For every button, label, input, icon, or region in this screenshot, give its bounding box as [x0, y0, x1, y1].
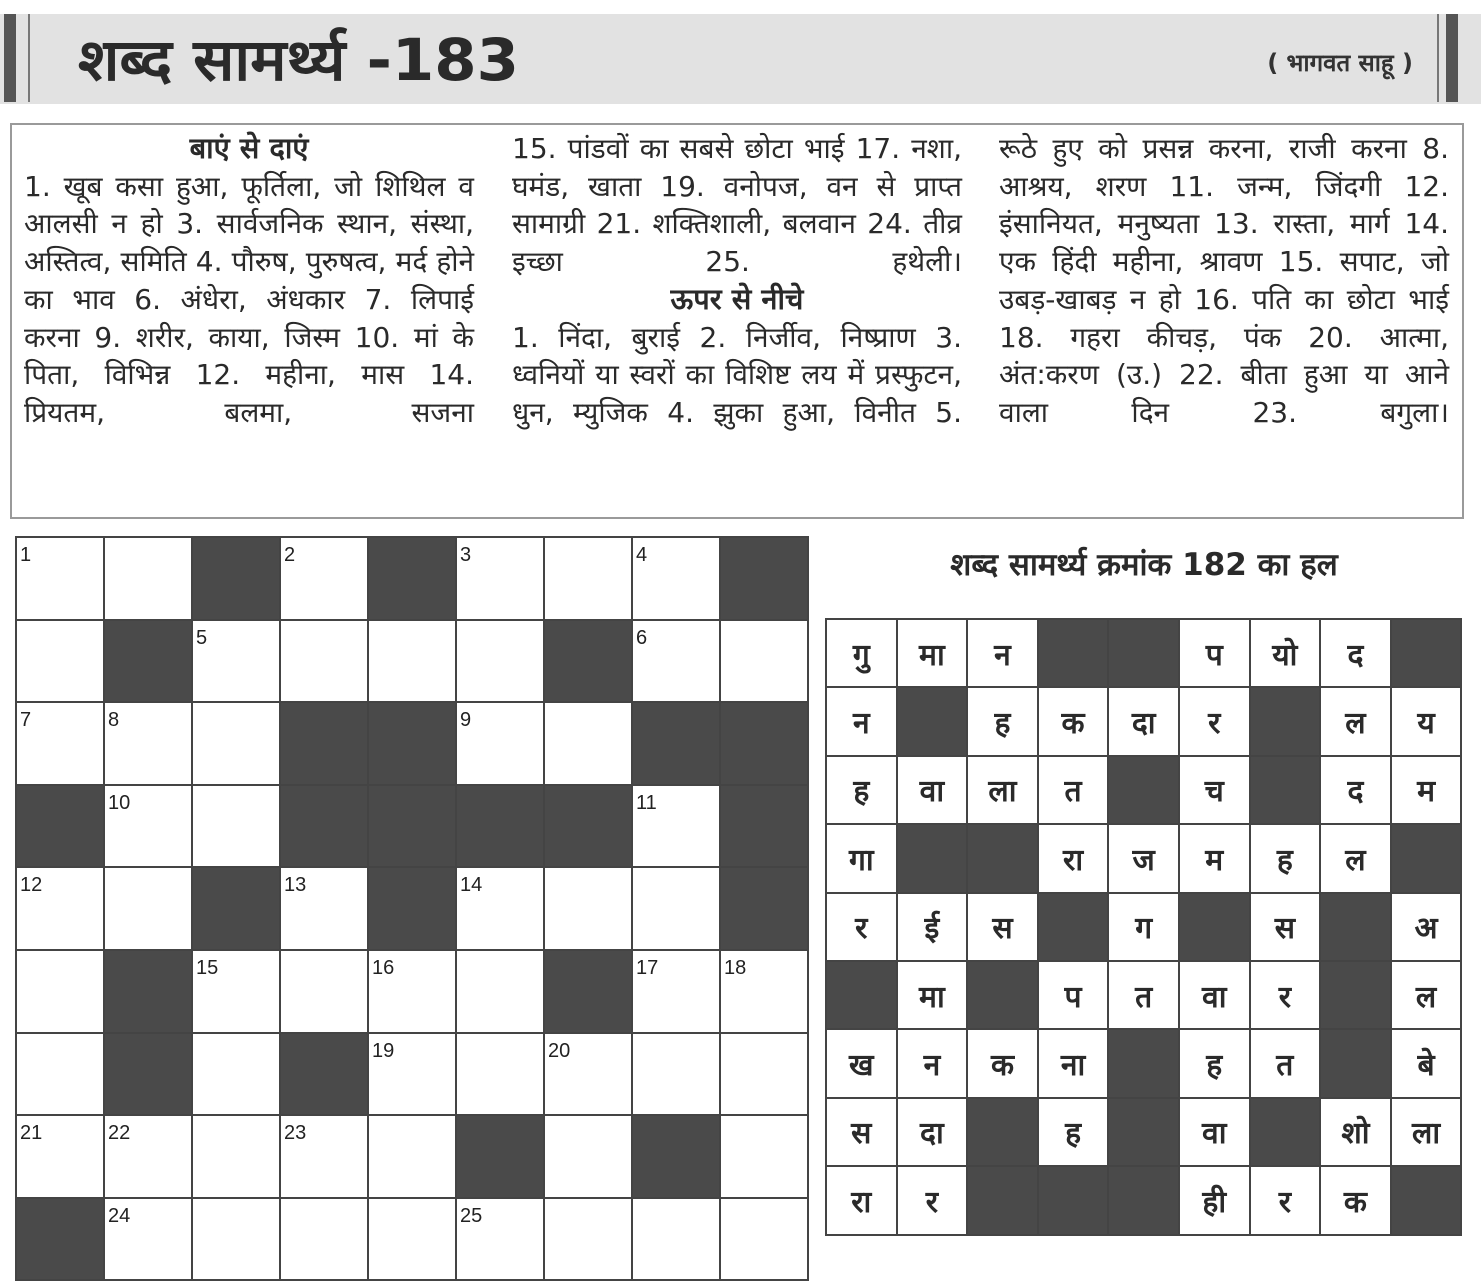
black-cell: [457, 786, 543, 867]
grid-cell[interactable]: [633, 538, 719, 619]
grid-cell[interactable]: [457, 538, 543, 619]
clue-number: 1: [20, 544, 32, 566]
solution-cell: ई: [898, 894, 967, 960]
grid-cell[interactable]: [633, 621, 719, 702]
grid-cell[interactable]: [193, 951, 279, 1032]
solution-black-cell: [898, 688, 967, 754]
grid-cell[interactable]: [457, 1199, 543, 1280]
solution-cell: र: [898, 1167, 967, 1233]
grid-cell[interactable]: [369, 621, 455, 702]
grid-cell[interactable]: [457, 868, 543, 949]
clue-number: 10: [108, 791, 131, 814]
clue-number: 13: [284, 874, 307, 897]
black-cell: [369, 538, 455, 619]
grid-cell[interactable]: [633, 786, 719, 867]
clue-number: 21: [20, 1122, 43, 1145]
grid-cell[interactable]: [105, 1116, 191, 1197]
grid-cell[interactable]: [193, 703, 279, 784]
grid-cell[interactable]: [193, 1034, 279, 1115]
down-clues-part2: रूठे हुए को प्रसन्न करना, राजी करना 8. आश्रय, शरण 11. जन्म, जिंदगी 12. इंसानियत, मनुष्यता 13. रास्ता, मार्ग 14. एक हिंदी महीना, श्रावण 15. सपाट, जो उबड़-खाबड़ न हो 16. पति का छोटा भाई 18. गहरा कीचड़, पंक 20. आत्मा, अंत:करण (उ.) 22. बीता हुआ या आने वाला दिन 23. बगुला।: [999, 132, 1449, 429]
solution-black-cell: [968, 825, 1037, 891]
grid-cell[interactable]: [105, 538, 191, 619]
page-title: शब्द सामर्थ्य -183: [78, 26, 520, 94]
grid-cell[interactable]: [105, 868, 191, 949]
grid-cell[interactable]: [721, 621, 807, 702]
black-cell: [721, 703, 807, 784]
grid-cell[interactable]: [721, 951, 807, 1032]
solution-cell: न: [827, 688, 896, 754]
solution-cell: गु: [827, 620, 896, 686]
black-cell: [633, 1116, 719, 1197]
grid-cell[interactable]: [545, 1199, 631, 1280]
black-cell: [281, 786, 367, 867]
grid-cell[interactable]: [545, 538, 631, 619]
solution-cell: मा: [898, 620, 967, 686]
across-heading: बाएं से दाएं: [189, 131, 309, 165]
black-cell: [105, 621, 191, 702]
black-cell: [17, 1199, 103, 1280]
black-cell: [545, 951, 631, 1032]
clue-number: 5: [196, 626, 208, 649]
solution-cell: स: [827, 1099, 896, 1165]
clue-number: 11: [636, 791, 657, 814]
crossword-grid: [15, 536, 809, 1281]
across-clues-part2: 15. पांडवों का सबसे छोटा भाई 17. नशा, घमंड, खाता 19. वनोपज, वन से प्राप्त सामाग्री 21. शक्तिशाली, बलवान 24. तीव्र इच्छा 25. हथेली।: [512, 132, 962, 279]
solution-black-cell: [1109, 1167, 1178, 1233]
solution-title: शब्द सामर्थ्य क्रमांक 182 का हल: [950, 547, 1338, 583]
clue-number: 7: [20, 709, 32, 732]
grid-cell[interactable]: [721, 1199, 807, 1280]
solution-black-cell: [898, 825, 967, 891]
solution-grid: [825, 618, 1462, 1236]
black-cell: [193, 538, 279, 619]
solution-cell: गा: [827, 825, 896, 891]
grid-cell[interactable]: [17, 868, 103, 949]
clue-number: 6: [636, 626, 648, 649]
black-cell: [721, 538, 807, 619]
solution-cell: न: [968, 620, 1037, 686]
grid-cell[interactable]: [281, 1116, 367, 1197]
solution-cell: ह: [1039, 1099, 1108, 1165]
clue-number: 15: [196, 956, 219, 979]
clue-column-3: [999, 130, 1449, 432]
solution-cell: ल: [1321, 688, 1390, 754]
solution-cell: ग: [1109, 894, 1178, 960]
solution-cell: ह: [1251, 825, 1320, 891]
clue-number: 17: [636, 956, 659, 979]
solution-cell: र: [1251, 962, 1320, 1028]
grid-cell[interactable]: [633, 868, 719, 949]
author-credit: ( भागवत साहू ): [1267, 49, 1413, 77]
black-cell: [369, 703, 455, 784]
solution-cell: ही: [1180, 1167, 1249, 1233]
clue-number: 14: [460, 874, 483, 897]
clue-number: 22: [108, 1122, 131, 1145]
black-cell: [369, 868, 455, 949]
clue-number: 9: [460, 709, 472, 732]
grid-cell[interactable]: [281, 621, 367, 702]
across-clues-part1: 1. खूब कसा हुआ, फूर्तिला, जो शिथिल व आलसी न हो 3. सार्वजनिक स्थान, संस्था, अस्तित्व, समिति 4. पौरुष, पुरुषत्व, मर्द होने का भाव 6. अंधेरा, अंधकार 7. लिपाई करना 9. शरीर, काया, जिस्म 10. मां के पिता, विभिन्न 12. महीना, मास 14. प्रियतम, बलमा, सजना: [24, 169, 474, 429]
header-left-line: [28, 14, 30, 102]
solution-black-cell: [1392, 825, 1461, 891]
solution-cell: ह: [827, 757, 896, 823]
grid-cell[interactable]: [17, 1034, 103, 1115]
solution-cell: र: [1251, 1167, 1320, 1233]
solution-black-cell: [1039, 894, 1108, 960]
grid-cell[interactable]: [193, 786, 279, 867]
solution-cell: प: [1039, 962, 1108, 1028]
solution-cell: बे: [1392, 1030, 1461, 1096]
black-cell: [721, 786, 807, 867]
solution-black-cell: [968, 962, 1037, 1028]
solution-black-cell: [1109, 620, 1178, 686]
solution-cell: यो: [1251, 620, 1320, 686]
black-cell: [457, 1116, 543, 1197]
solution-black-cell: [1392, 620, 1461, 686]
black-cell: [17, 786, 103, 867]
solution-cell: वा: [1180, 962, 1249, 1028]
black-cell: [721, 868, 807, 949]
solution-black-cell: [1180, 894, 1249, 960]
solution-black-cell: [827, 962, 896, 1028]
solution-cell: ल: [1321, 825, 1390, 891]
solution-black-cell: [1321, 1030, 1390, 1096]
black-cell: [281, 703, 367, 784]
solution-cell: ला: [1392, 1099, 1461, 1165]
solution-cell: वा: [1180, 1099, 1249, 1165]
grid-cell[interactable]: [193, 1116, 279, 1197]
black-cell: [105, 951, 191, 1032]
grid-cell[interactable]: [369, 1034, 455, 1115]
grid-cell[interactable]: [457, 1034, 543, 1115]
down-clues-part1: 1. निंदा, बुराई 2. निर्जीव, निष्प्राण 3. ध्वनियों या स्वरों का विशिष्ट लय में प्रस्फुटन, धुन, म्युजिक 4. झुका हुआ, विनीत 5.: [512, 320, 962, 429]
black-cell: [633, 703, 719, 784]
solution-black-cell: [1321, 894, 1390, 960]
solution-black-cell: [968, 1099, 1037, 1165]
grid-cell[interactable]: [633, 951, 719, 1032]
grid-cell[interactable]: [281, 951, 367, 1032]
grid-cell[interactable]: [281, 868, 367, 949]
black-cell: [193, 868, 279, 949]
grid-cell[interactable]: [545, 703, 631, 784]
solution-black-cell: [1321, 962, 1390, 1028]
solution-black-cell: [1251, 688, 1320, 754]
header-left-bar: [4, 14, 16, 102]
clue-number: 4: [636, 544, 648, 566]
solution-cell: द: [1321, 620, 1390, 686]
solution-cell: ला: [968, 757, 1037, 823]
solution-cell: शो: [1321, 1099, 1390, 1165]
solution-black-cell: [968, 1167, 1037, 1233]
solution-cell: ह: [1180, 1030, 1249, 1096]
solution-black-cell: [1109, 1030, 1178, 1096]
solution-black-cell: [1109, 1099, 1178, 1165]
solution-cell: र: [827, 894, 896, 960]
solution-cell: क: [1321, 1167, 1390, 1233]
black-cell: [545, 786, 631, 867]
solution-cell: ख: [827, 1030, 896, 1096]
solution-black-cell: [1039, 620, 1108, 686]
black-cell: [281, 1034, 367, 1115]
solution-cell: त: [1039, 757, 1108, 823]
solution-cell: त: [1109, 962, 1178, 1028]
solution-cell: र: [1180, 688, 1249, 754]
black-cell: [105, 1034, 191, 1115]
grid-cell[interactable]: [457, 621, 543, 702]
header-right-bar: [1446, 14, 1458, 102]
solution-cell: मा: [898, 962, 967, 1028]
grid-cell[interactable]: [545, 868, 631, 949]
clue-number: 23: [284, 1122, 307, 1145]
clue-column-2: [512, 130, 962, 432]
grid-cell[interactable]: [369, 1199, 455, 1280]
solution-black-cell: [1251, 757, 1320, 823]
solution-cell: दा: [1109, 688, 1178, 754]
solution-cell: द: [1321, 757, 1390, 823]
down-heading: ऊपर से नीचे: [670, 281, 804, 316]
grid-cell[interactable]: [457, 951, 543, 1032]
black-cell: [545, 621, 631, 702]
black-cell: [369, 786, 455, 867]
solution-black-cell: [1109, 757, 1178, 823]
solution-cell: ना: [1039, 1030, 1108, 1096]
solution-cell: म: [1392, 757, 1461, 823]
solution-cell: रा: [1039, 825, 1108, 891]
grid-cell[interactable]: [545, 1034, 631, 1115]
solution-cell: ज: [1109, 825, 1178, 891]
grid-cell[interactable]: [17, 621, 103, 702]
solution-cell: रा: [827, 1167, 896, 1233]
grid-cell[interactable]: [105, 786, 191, 867]
clue-number: 3: [460, 544, 472, 566]
clue-number: 20: [548, 1039, 571, 1062]
solution-cell: प: [1180, 620, 1249, 686]
solution-cell: अ: [1392, 894, 1461, 960]
clue-number: 16: [372, 956, 395, 979]
solution-black-cell: [1392, 1167, 1461, 1233]
clue-number: 25: [460, 1204, 483, 1227]
solution-cell: त: [1251, 1030, 1320, 1096]
solution-cell: ल: [1392, 962, 1461, 1028]
grid-cell[interactable]: [17, 1116, 103, 1197]
grid-cell[interactable]: [721, 1116, 807, 1197]
solution-black-cell: [1251, 1099, 1320, 1165]
clue-number: 19: [372, 1039, 395, 1062]
clue-number: 12: [20, 874, 43, 897]
grid-cell[interactable]: [17, 538, 103, 619]
grid-cell[interactable]: [633, 1199, 719, 1280]
grid-cell[interactable]: [369, 951, 455, 1032]
grid-cell[interactable]: [17, 951, 103, 1032]
clue-number: 2: [284, 544, 296, 566]
clue-number: 8: [108, 709, 120, 732]
grid-cell[interactable]: [281, 1199, 367, 1280]
grid-cell[interactable]: [457, 703, 543, 784]
header-right-line: [1437, 14, 1439, 102]
clue-number: 18: [724, 956, 747, 979]
grid-cell[interactable]: [281, 538, 367, 619]
grid-cell[interactable]: [633, 1034, 719, 1115]
solution-cell: क: [968, 1030, 1037, 1096]
solution-cell: स: [1251, 894, 1320, 960]
grid-cell[interactable]: [17, 703, 103, 784]
grid-cell[interactable]: [193, 1199, 279, 1280]
clue-number: 24: [108, 1204, 131, 1227]
solution-cell: स: [968, 894, 1037, 960]
grid-cell[interactable]: [105, 703, 191, 784]
grid-cell[interactable]: [369, 1116, 455, 1197]
grid-cell[interactable]: [105, 1199, 191, 1280]
grid-cell[interactable]: [545, 1116, 631, 1197]
grid-cell[interactable]: [193, 621, 279, 702]
solution-cell: वा: [898, 757, 967, 823]
solution-cell: य: [1392, 688, 1461, 754]
solution-cell: दा: [898, 1099, 967, 1165]
solution-black-cell: [1039, 1167, 1108, 1233]
solution-cell: न: [898, 1030, 967, 1096]
solution-cell: च: [1180, 757, 1249, 823]
grid-cell[interactable]: [721, 1034, 807, 1115]
clue-column-1: [24, 130, 474, 432]
solution-cell: म: [1180, 825, 1249, 891]
solution-cell: ह: [968, 688, 1037, 754]
solution-cell: क: [1039, 688, 1108, 754]
